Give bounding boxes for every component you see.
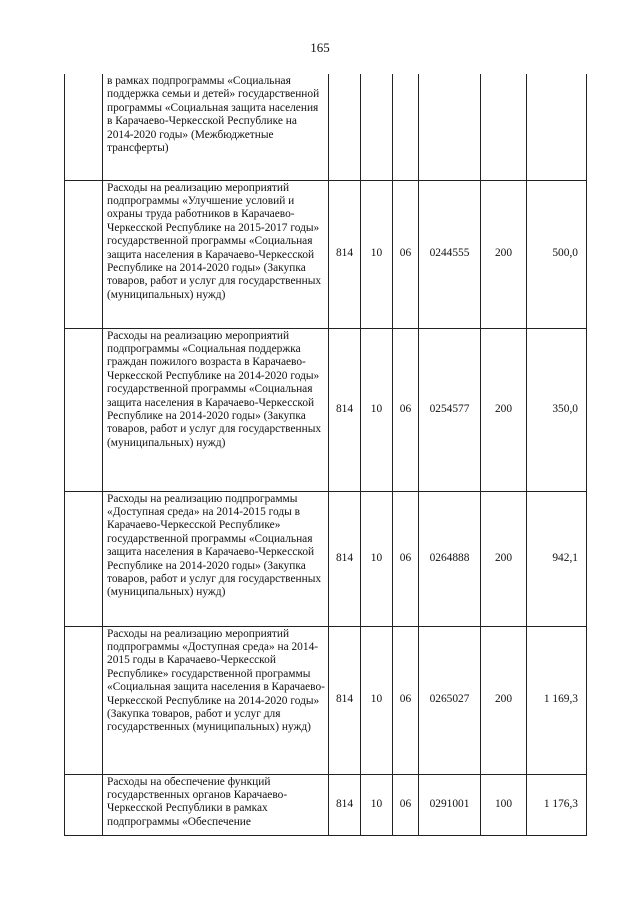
expense-type-cell: 200 (481, 328, 527, 491)
ministry-cell: 814 (329, 180, 361, 328)
page-number: 165 (310, 40, 330, 55)
row-number-cell (65, 626, 103, 774)
amount-cell: 1 176,3 (527, 774, 587, 835)
section-cell (361, 74, 393, 180)
table-row (65, 626, 587, 774)
ministry-cell: 814 (329, 626, 361, 774)
subsection-cell: 06 (393, 774, 419, 835)
expense-type-cell: 200 (481, 180, 527, 328)
description-cell: Расходы на реализацию мероприятий подпрограммы «Социальная поддержка граждан пожилого возраста в Карачаево-Черкесской Республике на 2014-2020 годы» государственной программы «Социальная защита населения в Карачаево-Черкесской Республике на 2014-2020 годы» (Закупка товаров, работ и услуг для государственных (муниципальных) нужд) (103, 328, 329, 491)
amount-cell: 942,1 (527, 491, 587, 626)
table-row (65, 774, 587, 835)
budget-table (64, 74, 587, 836)
target-article-cell: 0265027 (419, 626, 481, 774)
target-article-cell: 0244555 (419, 180, 481, 328)
ministry-cell (329, 74, 361, 180)
description-cell: Расходы на реализацию мероприятий подпрограммы «Улучшение условий и охраны труда работников в Карачаево-Черкесской Республике на 2015-2017 годы» государственной программы «Социальная защита населения в Карачаево-Черкесской Республике на 2014-2020 годы» (Закупка товаров, работ и услуг для государственных (муниципальных) нужд) (103, 180, 329, 328)
expense-type-cell: 200 (481, 626, 527, 774)
amount-cell: 1 169,3 (527, 626, 587, 774)
row-number-cell (65, 491, 103, 626)
expense-type-cell: 200 (481, 491, 527, 626)
description-cell: Расходы на обеспечение функций государственных органов Карачаево-Черкесской Республики в рамках подпрограммы «Обеспечение (103, 774, 329, 835)
expense-type-cell (481, 74, 527, 180)
row-number-cell (65, 74, 103, 180)
subsection-cell: 06 (393, 328, 419, 491)
subsection-cell: 06 (393, 626, 419, 774)
description-cell: Расходы на реализацию мероприятий подпрограммы «Доступная среда» на 2014-2015 годы в Карачаево-Черкесской Республике» государственной программы «Социальная защита населения в Карачаево-Черкесской Республике на 2014-2020 годы» (Закупка товаров, работ и услуг для государственных (муниципальных) нужд) (103, 626, 329, 774)
expense-type-cell: 100 (481, 774, 527, 835)
section-cell: 10 (361, 328, 393, 491)
section-cell: 10 (361, 626, 393, 774)
table-row (65, 180, 587, 328)
amount-cell (527, 74, 587, 180)
amount-cell: 500,0 (527, 180, 587, 328)
section-cell: 10 (361, 180, 393, 328)
subsection-cell: 06 (393, 180, 419, 328)
subsection-cell: 06 (393, 491, 419, 626)
subsection-cell (393, 74, 419, 180)
row-number-cell (65, 774, 103, 835)
target-article-cell (419, 74, 481, 180)
ministry-cell: 814 (329, 491, 361, 626)
row-number-cell (65, 180, 103, 328)
table-row (65, 328, 587, 491)
target-article-cell: 0291001 (419, 774, 481, 835)
target-article-cell: 0264888 (419, 491, 481, 626)
row-number-cell (65, 328, 103, 491)
section-cell: 10 (361, 774, 393, 835)
table-row (65, 491, 587, 626)
amount-cell: 350,0 (527, 328, 587, 491)
ministry-cell: 814 (329, 774, 361, 835)
target-article-cell: 0254577 (419, 328, 481, 491)
table-row (65, 74, 587, 180)
section-cell: 10 (361, 491, 393, 626)
description-cell: Расходы на реализацию подпрограммы «Доступная среда» на 2014-2015 годы в Карачаево-Черкесской Республике» государственной программы «Социальная защита населения в Карачаево-Черкесской Республике на 2014-2020 годы» (Закупка товаров, работ и услуг для государственных (муниципальных) нужд) (103, 491, 329, 626)
description-cell: в рамках подпрограммы «Социальная поддержка семьи и детей» государственной программы «Социальная защита населения в Карачаево-Черкесской Республике на 2014-2020 годы» (Межбюджетные трансферты) (103, 74, 329, 180)
ministry-cell: 814 (329, 328, 361, 491)
